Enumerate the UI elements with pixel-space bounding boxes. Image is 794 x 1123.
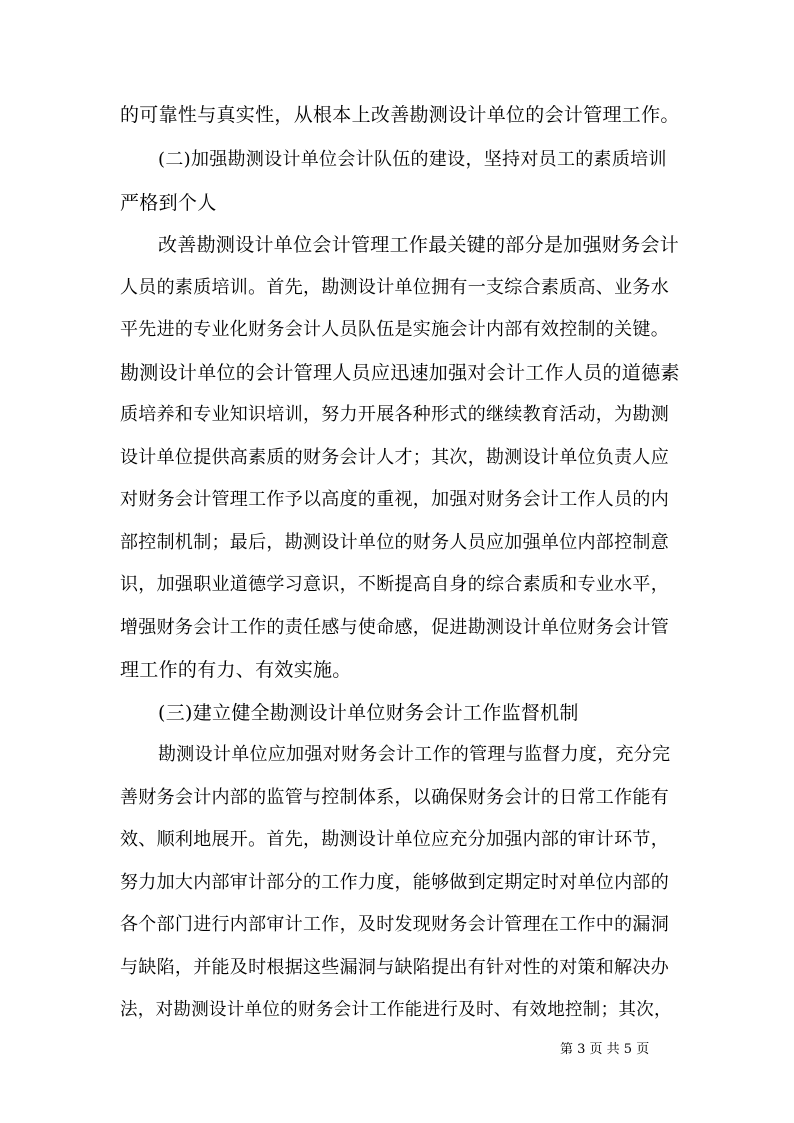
paragraph-line: 效、顺利地展开。首先，勘测设计单位应充分加强内部的审计环节， — [120, 829, 669, 850]
paragraph-line: 改善勘测设计单位会计管理工作最关键的部分是加强财务会计 — [158, 234, 680, 256]
section-heading: (二)加强勘测设计单位会计队伍的建设，坚持对员工的素质培训 — [158, 149, 667, 170]
paragraph-line: 善财务会计内部的监管与控制体系，以确保财务会计的日常工作能有 — [120, 787, 669, 808]
paragraph-line: 的可靠性与真实性，从根本上改善勘测设计单位的会计管理工作。 — [120, 104, 680, 126]
paragraph-line: 设计单位提供高素质的财务会计人才；其次，勘测设计单位负责人应 — [120, 447, 669, 468]
section-heading-continuation: 严格到个人 — [120, 192, 217, 214]
paragraph-line: 增强财务会计工作的责任感与使命感，促进勘测设计单位财务会计管 — [120, 617, 669, 638]
paragraph-line: 对财务会计管理工作予以高度的重视，加强对财务会计工作人员的内 — [120, 489, 669, 510]
paragraph-line: 理工作的有力、有效实施。 — [120, 659, 352, 681]
paragraph-line: 各个部门进行内部审计工作，及时发现财务会计管理在工作中的漏洞 — [120, 914, 669, 935]
page-number: 第 3 页 共 5 页 — [560, 1042, 650, 1057]
paragraph-line: 勘测设计单位的会计管理人员应迅速加强对会计工作人员的道德素 — [120, 362, 680, 384]
section-heading: (三)建立健全勘测设计单位财务会计工作监督机制 — [158, 702, 579, 724]
paragraph-line: 部控制机制；最后，勘测设计单位的财务人员应加强单位内部控制意 — [120, 532, 669, 553]
paragraph-line: 与缺陷，并能及时根据这些漏洞与缺陷提出有针对性的对策和解决办 — [120, 957, 669, 978]
paragraph-line: 质培养和专业知识培训，努力开展各种形式的继续教育活动，为勘测 — [120, 404, 669, 425]
paragraph-line: 人员的素质培训。首先，勘测设计单位拥有一支综合素质高、业务水 — [120, 277, 669, 298]
paragraph-line: 平先进的专业化财务会计人员队伍是实施会计内部有效控制的关键。 — [120, 319, 669, 340]
paragraph-line: 识，加强职业道德学习意识，不断提高自身的综合素质和专业水平， — [120, 574, 669, 595]
paragraph-line: 法，对勘测设计单位的财务会计工作能进行及时、有效地控制；其次， — [120, 1000, 672, 1020]
paragraph-line: 勘测设计单位应加强对财务会计工作的管理与监督力度，充分完 — [158, 744, 671, 765]
paragraph-line: 努力加大内部审计部分的工作力度，能够做到定期定时对单位内部的 — [120, 872, 669, 893]
